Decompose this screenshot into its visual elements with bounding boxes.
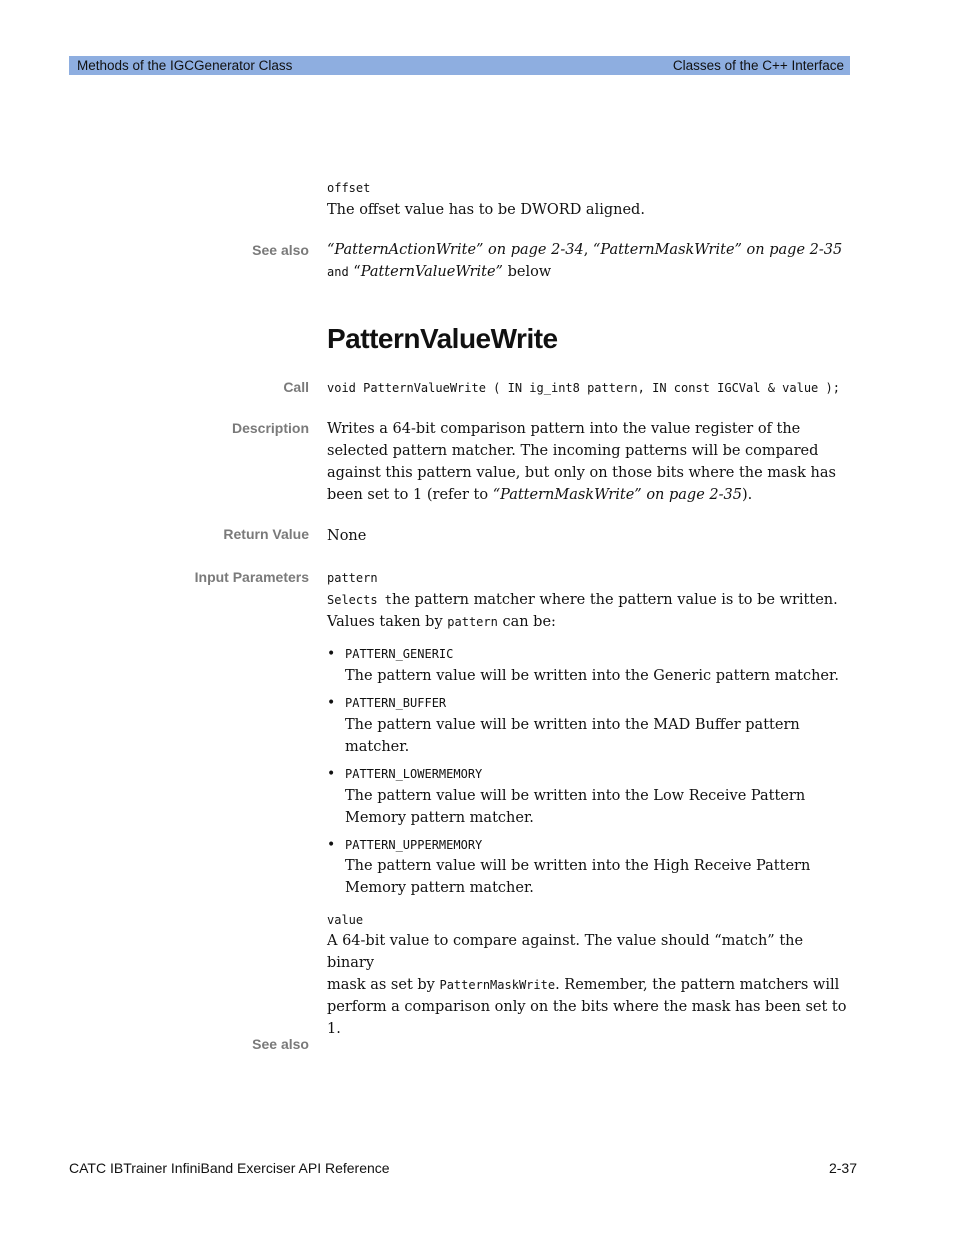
description-text: Writes a 64-bit comparison pattern into the value register of the selected pattern matcher. The incoming patterns will be compared against this pattern value, but only on those bits where the mask has been set to 1 (refer to “PatternMaskWrite” on page 2-35). — [327, 421, 836, 503]
return-value-text: None — [327, 528, 367, 544]
option-description: The pattern value will be written into the Low Receive Pattern Memory pattern matcher. — [345, 788, 806, 826]
see-also-label-bottom: See also — [252, 1036, 309, 1052]
running-header — [69, 56, 850, 75]
see-also-label: See also — [252, 242, 309, 258]
param-pattern-description: Selects the pattern matcher where the pattern value is to be written. Values taken by pattern can be: — [327, 592, 838, 630]
see-also-links: “PatternActionWrite” on page 2-34, “PatternMaskWrite” on page 2-35 and “PatternValueWrite” below — [327, 242, 843, 280]
option-code: PATTERN_LOWERMEMORY — [345, 767, 483, 781]
description-label: Description — [231, 420, 309, 436]
option-code: PATTERN_GENERIC — [345, 647, 454, 661]
see-also-and: and — [327, 265, 349, 279]
option-code: PATTERN_BUFFER — [345, 696, 447, 710]
option-code: PATTERN_UPPERMEMORY — [345, 838, 483, 852]
link-pattern-value-write[interactable]: PatternValueWrite” — [360, 264, 503, 280]
param-offset-description: The offset value has to be DWORD aligned. — [327, 202, 645, 218]
bullet-marker: • — [327, 837, 336, 853]
link-pattern-mask-write[interactable]: “PatternMaskWrite” on page 2-35 — [592, 242, 843, 258]
param-offset-name: offset — [327, 181, 371, 195]
param-value-description: A 64-bit value to compare against. The value should “match” the binary mask as set by PatternMaskWrite. Remember, the pattern matchers will perform a comparison only on the bits where the mask has been set to 1. — [327, 933, 847, 1037]
link-pattern-action-write[interactable]: “PatternActionWrite” on page 2-34 — [327, 242, 584, 258]
return-value-label: Return Value — [223, 526, 309, 542]
option-description: The pattern value will be written into the MAD Buffer pattern matcher. — [345, 717, 800, 755]
header-section-title: Classes of the C++ Interface — [672, 58, 844, 73]
link-pattern-mask-write-ref[interactable]: “PatternMaskWrite” on page 2-35 — [492, 487, 742, 503]
input-parameters-label: Input Parameters — [194, 569, 309, 585]
option-description: The pattern value will be written into the Generic pattern matcher. — [345, 668, 839, 684]
bullet-marker: • — [327, 766, 336, 782]
footer-document-title: CATC IBTrainer InfiniBand Exerciser API Reference — [69, 1160, 390, 1176]
header-chapter-title: Methods of the IGCGenerator Class — [77, 58, 293, 73]
call-signature: void PatternValueWrite ( IN ig_int8 pattern, IN const IGCVal & value ); — [327, 381, 840, 395]
section-title: PatternValueWrite — [327, 323, 558, 354]
call-label: Call — [283, 379, 309, 395]
bullet-marker: • — [327, 646, 336, 662]
param-pattern-name: pattern — [327, 571, 378, 585]
param-value-name: value — [327, 913, 364, 927]
bullet-marker: • — [327, 695, 336, 711]
footer-page-number: 2-37 — [828, 1160, 857, 1176]
option-description: The pattern value will be written into the High Receive Pattern Memory pattern matcher. — [345, 858, 811, 896]
